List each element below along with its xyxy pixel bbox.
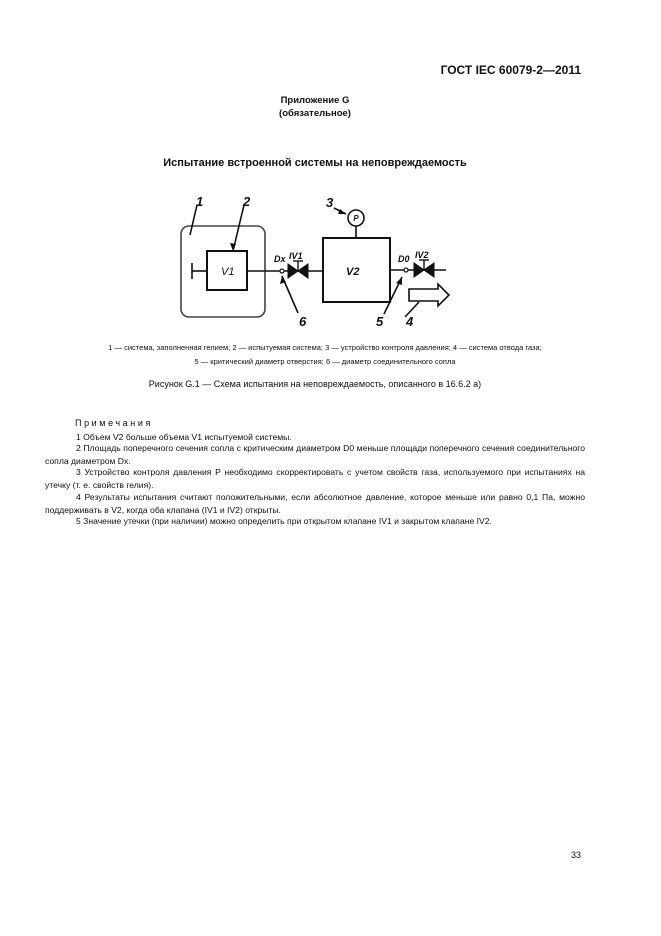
- note-item: 2 Площадь поперечного сечения сопла с критическим диаметром D0 меньше площади поперечного сечения соединительного сопла диаметром Dx.: [45, 443, 585, 466]
- label-dx: Dx: [274, 254, 286, 264]
- label-2: 2: [243, 194, 251, 209]
- test-scheme-diagram: [170, 193, 460, 333]
- document-header: ГОСТ IEC 60079-2—2011: [440, 63, 581, 77]
- nozzle-dx: [280, 269, 284, 273]
- figure-caption: Рисунок G.1 — Схема испытания на неповреждаемость, описанного в 16.6.2 а): [148, 379, 482, 389]
- label-iv1: IV1: [289, 251, 303, 261]
- label-v2: V2: [346, 266, 360, 278]
- annex-subtitle: (обязательное): [279, 108, 351, 119]
- section-title: Испытание встроенной системы на неповреждаемость: [163, 157, 467, 169]
- figure-legend-line-1: 1 — система, заполненная гелием; 2 — испытуемая система; 3 — устройство контроля давления; 4 — система отвода газа;: [108, 343, 542, 352]
- label-4: 4: [406, 314, 414, 329]
- note-item: 5 Значение утечки (при наличии) можно определить при открытом клапане IV1 и закрытом клапане IV2.: [76, 516, 492, 526]
- label-6: 6: [299, 314, 307, 329]
- gas-outlet-arrow-icon: [409, 284, 449, 306]
- valve-iv1-icon: [288, 261, 308, 278]
- note-item: 3 Устройство контроля давления P необходимо скорректировать с учетом свойств газа, используемого при испытаниях на утечку (т. е. свойств гелия).: [45, 467, 585, 490]
- gauge-label: P: [353, 214, 359, 223]
- notes-title: Примечания: [75, 418, 153, 428]
- label-1: 1: [196, 194, 204, 209]
- note-item: 4 Результаты испытания считают положительными, если абсолютное давление, которое меньше или равно 0,1 Па, можно поддерживать в V2, когда оба клапана (IV1 и IV2) открыты.: [45, 492, 585, 515]
- valve-iv2-icon: [414, 260, 434, 277]
- label-5: 5: [376, 314, 384, 329]
- label-d0: D0: [398, 254, 410, 264]
- annex-title: Приложение G: [280, 95, 350, 106]
- figure-legend-line-2: 5 — критический диаметр отверстия; 6 — диаметр соединительного сопла: [194, 357, 456, 366]
- label-iv2: IV2: [415, 250, 429, 260]
- label-v1: V1: [221, 266, 235, 278]
- page-number: 33: [570, 850, 581, 860]
- note-item: 1 Объем V2 больше объема V1 испытуемой системы.: [76, 432, 292, 442]
- nozzle-d0: [404, 268, 408, 272]
- label-3: 3: [326, 195, 334, 210]
- leader-1: [190, 205, 197, 235]
